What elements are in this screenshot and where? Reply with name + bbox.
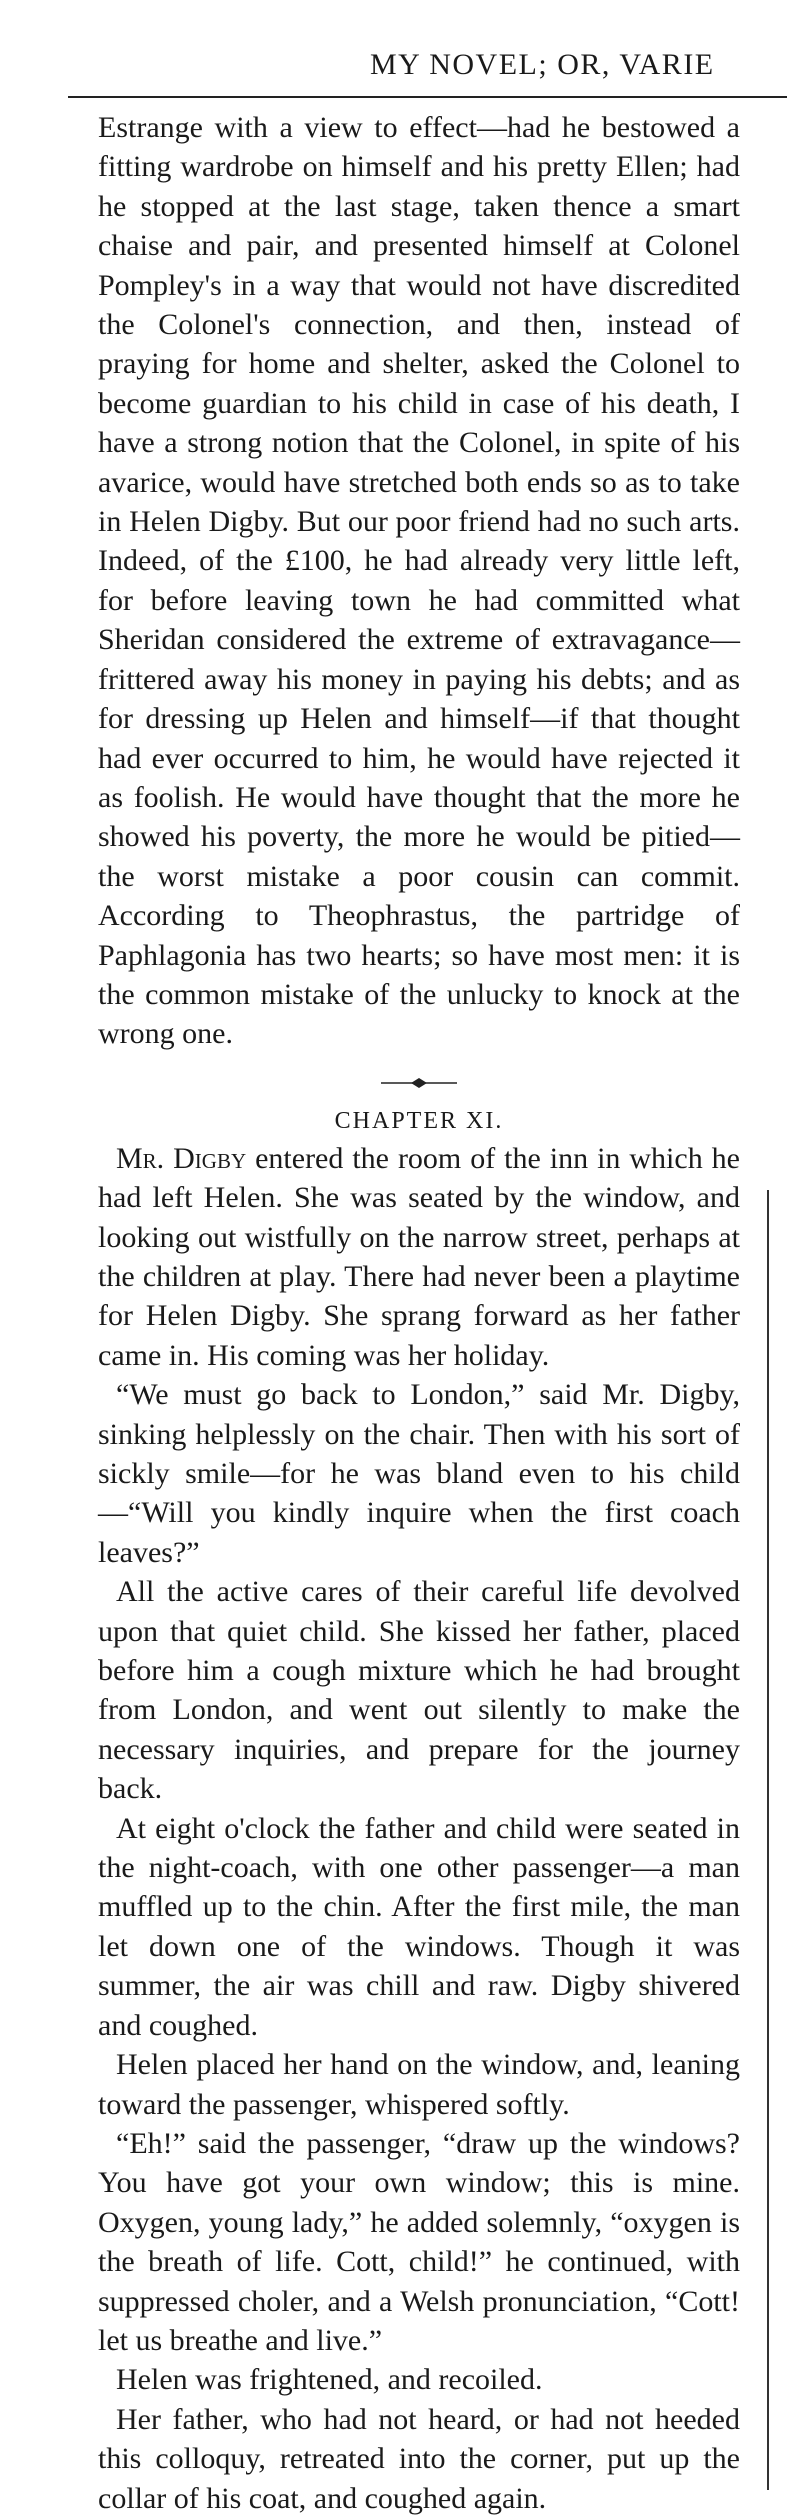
paragraph: All the active cares of their careful life devolved upon that quiet child. She kissed her father, placed before him a cough mixture which he had brought from London, and went out silently to make the necessary inquiries, and prepare for the journey back. (98, 1575, 740, 1806)
paragraph: “Eh!” said the passenger, “draw up the windows? You have got your own window; this is mine. Oxygen, young lady,” he added solemnly, “oxygen is the breath of life. Cott, child!” he continued, with suppressed choler, and a Welsh pronunciation, “Cott! let us breathe and live.” (98, 2126, 740, 2357)
column-rule (767, 1190, 769, 2490)
paragraph: At eight o'clock the father and child were seated in the night-coach, with one other passenger—a man muffled up to the chin. After the first mile, the man let down one of the windows. Though it was summer, the air was chill and raw. Digby shivered and coughed. (98, 1811, 740, 2042)
ornament-divider-icon (379, 1076, 459, 1090)
chapter-opening-text: entered the room of the inn in which he had left Helen. She was seated by the window, and looking out wistfully on the narrow street, perhaps at the children at play. There had never been a playtime for Helen Digby. She sprang forward as her father came in. His coming was her holiday. (98, 1141, 740, 1372)
chapter-heading: CHAPTER XI. (334, 1107, 504, 1134)
text-column (98, 108, 740, 2518)
chapter-opening-paragraph (98, 1139, 740, 1375)
chapter-opening-name: Mr. Digby (116, 1141, 247, 1175)
paragraph: Helen placed her hand on the window, and, leaning toward the passenger, whispered softly. (98, 2048, 740, 2121)
header-rule (68, 96, 787, 98)
running-head: MY NOVEL; OR, VARIE (370, 48, 715, 81)
section-ornament (98, 1076, 740, 1090)
opening-paragraph: Estrange with a view to effect—had he bestowed a fitting wardrobe on himself and his pretty Ellen; had he stopped at the last stage, taken thence a smart chaise and pair, and presented himself at Colonel Pompley's in a way that would not have discredited the Colonel's connection, and then, instead of praying for home and shelter, asked the Colonel to become guardian to his child in case of his death, I have a strong notion that the Colonel, in spite of his avarice, would have stretched both ends so as to take in Helen Digby. But our poor friend had no such arts. Indeed, of the £100, he had already very little left, for before leaving town he had committed what Sheridan considered the extreme of extravagance—frittered away his money in paying his debts; and as for dressing up Helen and himself—if that thought had ever occurred to him, he would have rejected it as foolish. He would have thought that the more he showed his poverty, the more he would be pitied—the worst mistake a poor cousin can commit. According to Theophrastus, the partridge of Paphlagonia has two hearts; so have most men: it is the common mistake of the unlucky to knock at the wrong one. (98, 111, 740, 1051)
paragraph: Her father, who had not heard, or had not heeded this colloquy, retreated into the corner, put up the collar of his coat, and coughed again. (98, 2402, 740, 2515)
paragraph: Helen was frightened, and recoiled. (116, 2363, 543, 2397)
paragraph: “We must go back to London,” said Mr. Digby, sinking helplessly on the chair. Then with his sort of sickly smile—for he was bland even to his child—“Will you kindly inquire when the first coach leaves?” (98, 1378, 740, 1569)
